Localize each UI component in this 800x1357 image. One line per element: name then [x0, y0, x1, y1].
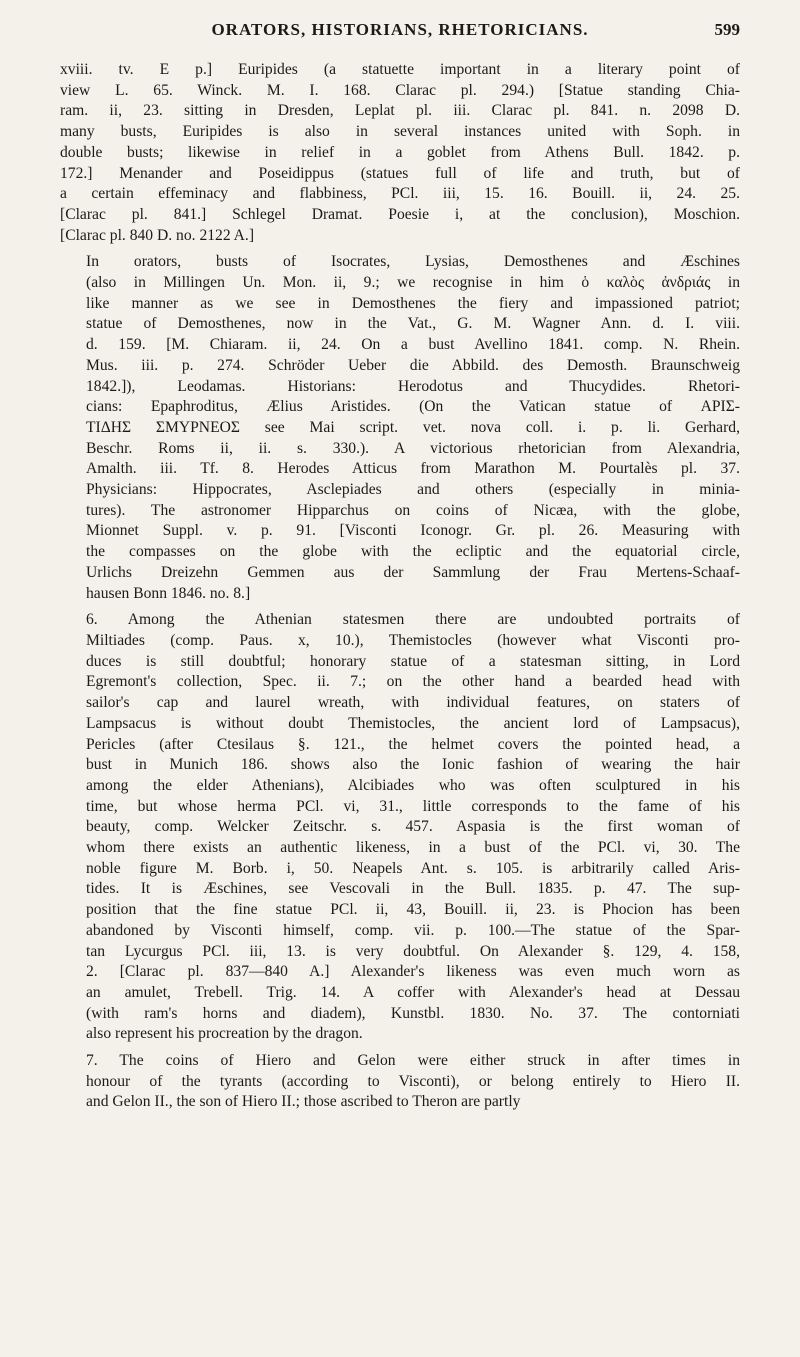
text-line: honour of the tyrants (according to Visconti), or belong entirely to Hiero II.	[86, 1072, 740, 1090]
text-line: bust in Munich 186. shows also the Ionic fashion of wearing the hair	[86, 756, 740, 774]
text-line: like manner as we see in Demosthenes the fiery and impassioned patriot;	[86, 294, 740, 312]
text-line: 172.] Menander and Poseidippus (statues full of life and truth, but of	[60, 164, 740, 182]
paragraph	[60, 60, 740, 246]
text-line: hausen Bonn 1846. no. 8.]	[86, 584, 251, 602]
text-line: also represent his procreation by the dragon.	[86, 1025, 363, 1043]
text-line: position that the fine statue PCl. ii, 43, Bouill. ii, 23. is Phocion has been	[86, 901, 740, 919]
text-line: a certain effeminacy and flabbiness, PCl. iii, 15. 16. Bouill. ii, 24. 25.	[60, 185, 740, 203]
text-line: xviii. tv. E p.] Euripides (a statuette important in a literary point of	[60, 61, 740, 78]
text-line: Egremont's collection, Spec. ii. 7.; on the other hand a bearded head with	[86, 673, 740, 691]
text-line: statue of Demosthenes, now in the Vat., G. M. Wagner Ann. d. I. viii.	[86, 315, 740, 333]
paragraph	[60, 610, 740, 1045]
text-line: d. 159. [M. Chiaram. ii, 24. On a bust Avellino 1841. comp. N. Rhein.	[86, 336, 740, 354]
text-line: beauty, comp. Welcker Zeitschr. s. 457. Aspasia is the first woman of	[86, 818, 740, 836]
text-line: and Gelon II., the son of Hiero II.; those ascribed to Theron are partly	[86, 1093, 521, 1111]
text-line: many busts, Euripides is also in several instances united with Soph. in	[60, 123, 740, 141]
body-text	[60, 60, 740, 1113]
text-line: Beschr. Roms ii, ii. s. 330.). A victorious rhetorician from Alexandria,	[86, 439, 740, 457]
text-line: duces is still doubtful; honorary statue of a statesman sitting, in Lord	[86, 652, 740, 670]
text-line: Miltiades (comp. Paus. x, 10.), Themistocles (however what Visconti pro-	[86, 631, 740, 649]
text-line: Mus. iii. p. 274. Schröder Ueber die Abbild. des Demosth. Braunschweig	[86, 356, 740, 374]
text-line: [Clarac pl. 840 D. no. 2122 A.]	[60, 226, 255, 244]
text-line: an amulet, Trebell. Trig. 14. A coffer with Alexander's head at Dessau	[86, 983, 740, 1001]
page-number: 599	[714, 20, 740, 39]
text-line: Mionnet Suppl. v. p. 91. [Visconti Iconogr. Gr. pl. 26. Measuring with	[86, 522, 740, 540]
text-line: view L. 65. Winck. M. I. 168. Clarac pl. 294.) [Statue standing Chia-	[60, 81, 740, 99]
text-line: (with ram's horns and diadem), Kunstbl. 1830. No. 37. The contorniati	[86, 1004, 740, 1022]
paragraph	[60, 1051, 740, 1113]
text-line: whom there exists an authentic likeness, in a bust of the PCl. vi, 30. The	[86, 839, 740, 857]
text-line: (also in Millingen Un. Mon. ii, 9.; we recognise in him ὁ καλὸς ἀνδριάς in	[86, 274, 740, 292]
text-line: ram. ii, 23. sitting in Dresden, Leplat pl. iii. Clarac pl. 841. n. 2098 D.	[60, 102, 740, 120]
text-line: Urlichs Dreizehn Gemmen aus der Sammlung der Frau Mertens-Schaaf-	[86, 563, 740, 581]
text-line: Physicians: Hippocrates, Asclepiades and others (especially in minia-	[86, 481, 740, 499]
text-line: 7. The coins of Hiero and Gelon were either struck in after times in	[86, 1052, 740, 1070]
text-line: 1842.]), Leodamas. Historians: Herodotus and Thucydides. Rhetori-	[86, 377, 740, 395]
text-line: time, but whose herma PCl. vi, 31., little corresponds to the fame of his	[86, 797, 740, 815]
paragraph	[60, 252, 740, 604]
text-line: ΤΙΔΗΣ ΣΜΥΡΝΕΟΣ see Mai script. vet. nova coll. i. p. li. Gerhard,	[86, 418, 740, 436]
text-line: tures). The astronomer Hipparchus on coins of Nicæa, with the globe,	[86, 501, 740, 519]
text-line: sailor's cap and laurel wreath, with individual features, on staters of	[86, 694, 740, 712]
text-line: double busts; likewise in relief in a goblet from Athens Bull. 1842. p.	[60, 143, 740, 161]
text-line: Amalth. iii. Tf. 8. Herodes Atticus from Marathon M. Pourtalès pl. 37.	[86, 460, 740, 478]
text-line: tides. It is Æschines, see Vescovali in the Bull. 1835. p. 47. The sup-	[86, 880, 740, 898]
text-line: 6. Among the Athenian statesmen there are undoubted portraits of	[86, 611, 740, 629]
text-line: Pericles (after Ctesilaus §. 121., the helmet covers the pointed head, a	[86, 735, 740, 753]
text-line: 2. [Clarac pl. 837—840 A.] Alexander's likeness was even much worn as	[86, 963, 740, 981]
text-line: [Clarac pl. 841.] Schlegel Dramat. Poesie i, at the conclusion), Moschion.	[60, 205, 740, 223]
text-line: Lampsacus is without doubt Themistocles, the ancient lord of Lampsacus),	[86, 714, 740, 732]
text-line: noble figure M. Borb. i, 50. Neapels Ant. s. 105. is arbitrarily called Aris-	[86, 859, 740, 877]
text-line: tan Lycurgus PCl. iii, 13. is very doubtful. On Alexander §. 129, 4. 158,	[86, 942, 740, 960]
running-head: ORATORS, HISTORIANS, RHETORICIANS.	[211, 20, 589, 39]
text-line: the compasses on the globe with the ecliptic and the equatorial circle,	[86, 543, 740, 561]
text-line: abandoned by Visconti himself, comp. vii. p. 100.—The statue of the Spar-	[86, 921, 740, 939]
page-header	[60, 20, 740, 60]
text-line: among the elder Athenians), Alcibiades who was often sculptured in his	[86, 776, 740, 794]
text-line: In orators, busts of Isocrates, Lysias, Demosthenes and Æschines	[86, 253, 740, 271]
text-line: cians: Epaphroditus, Ælius Aristides. (On the Vatican statue of ΑΡΙΣ-	[86, 398, 740, 416]
